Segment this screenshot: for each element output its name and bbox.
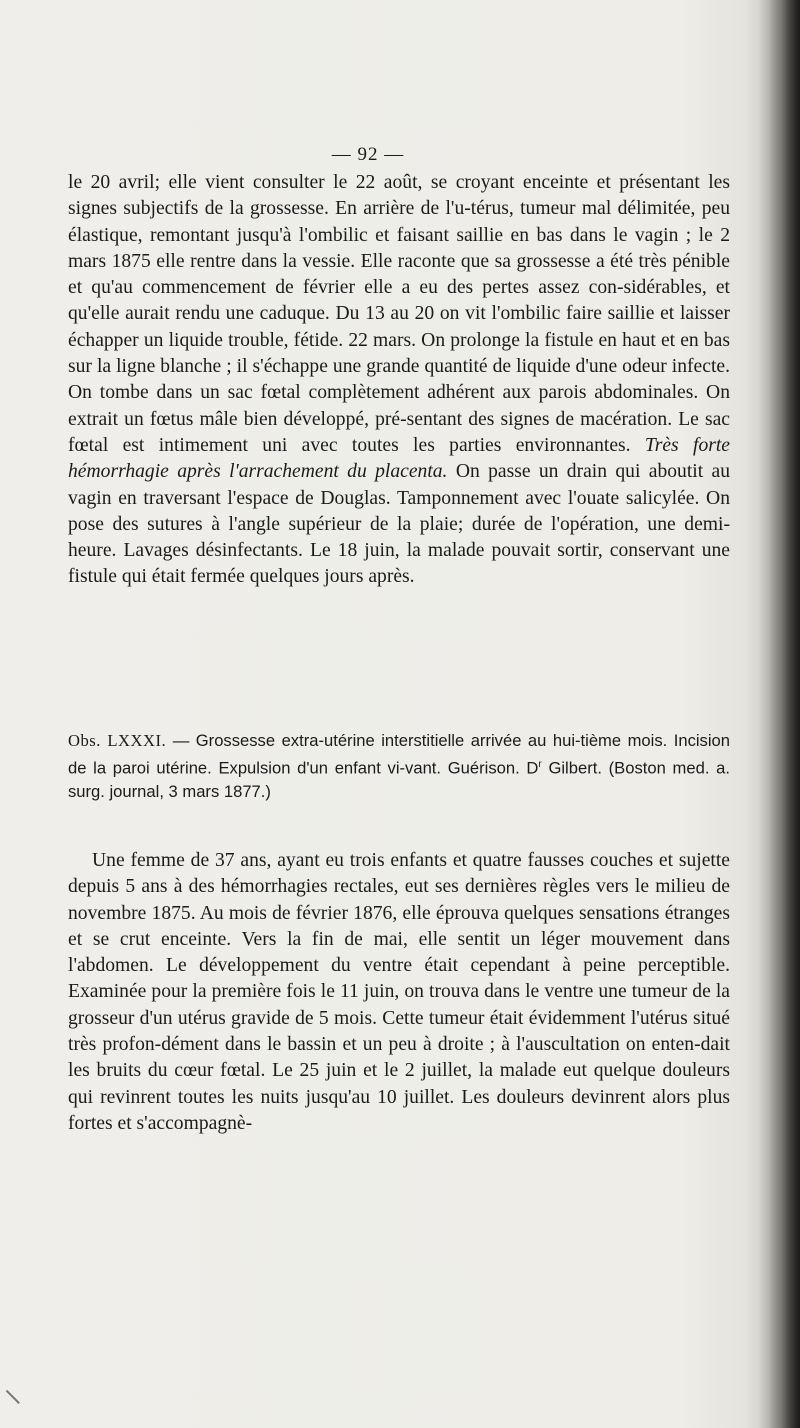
observation-source: Gilbert. (Boston med. a. surg. journal, 3 mars 1877.)	[68, 758, 730, 801]
book-spine-shadow	[758, 0, 800, 1428]
paragraph-case-description	[68, 848, 730, 1137]
observation-heading	[68, 729, 730, 803]
observation-title: — Grossesse extra-utérine interstitielle arrivée au hui-tième mois. Incision de la paroi utérine. Expulsion d'un enfant vi-vant. Guérison. D	[68, 731, 730, 778]
observation-label: Obs. LXXXI.	[68, 731, 167, 750]
paragraph-text: On passe un drain qui aboutit au vagin en traversant l'espace de Douglas. Tamponnement avec l'ouate salicylée. On pose des sutures à l'angle supérieur de la plaie; durée de l'opération, une demi-heure. Lavages désinfectants. Le 18 juin, la malade pouvait sortir, conservant une fistule qui était fermée quelques jours après.	[68, 461, 731, 588]
paragraph-text: Une femme de 37 ans, ayant eu trois enfants et quatre fausses couches et sujette depuis 5 ans à des hémorrhagies rectales, eut ses dernières règles vers le milieu de novembre 1875. Au mois de février 1876, elle éprouva quelques sensations étranges et se crut enceinte. Vers la fin de mai, elle sentit un léger mouvement dans l'abdomen. Le développement du ventre était cependant à peine perceptible. Examinée pour la première fois le 11 juin, on trouva dans le ventre une tumeur de la grosseur d'un utérus gravide de 5 mois. Cette tumeur était évidemment l'utérus situé très profon-dément dans le bassin et un peu à droite ; à l'auscultation on enten-dait les bruits du cœur fœtal. Le 25 juin et le 2 juillet, la malade eut quelque douleurs qui revinrent toutes les nuits jusqu'au 10 juillet. Les douleurs devinrent alors plus fortes et s'accompagnè-	[68, 850, 730, 1134]
italic-emphasis: Très forte hémorrhagie après l'arrachement du placenta.	[68, 434, 731, 483]
paragraph-text: le 20 avril; elle vient consulter le 22 août, se croyant enceinte et présentant les signes subjectifs de la grossesse. En arrière de l'u-térus, tumeur mal délimitée, peu élastique, remontant jusqu'à l'ombilic et faisant saillie en bas dans le vagin ; le 2 mars 1875 elle rentre dans la vessie. Elle raconte que sa grossesse a été très pénible et qu'au commencement de février elle a eu des pertes assez con-sidérables, et qu'elle aurait rendu une caduque. Du 13 au 20 on vit l'ombilic faire saillie et laisser échapper un liquide trouble, fétide. 22 mars. On prolonge la fistule en haut et en bas sur la ligne blanche ; il s'échappe une grande quantité de liquide d'une odeur infecte. On tombe dans un sac fœtal complètement adhérent aux parois abdominales. On extrait un fœtus mâle bien développé, pré-sentant des signes de macération. Le sac fœtal est intimement uni avec toutes les parties environnantes.	[68, 172, 730, 456]
page-number: — 92 —	[331, 144, 405, 165]
scan-artifact	[6, 1390, 20, 1404]
paragraph-case-continuation	[68, 170, 730, 591]
superscript: r	[538, 758, 542, 770]
